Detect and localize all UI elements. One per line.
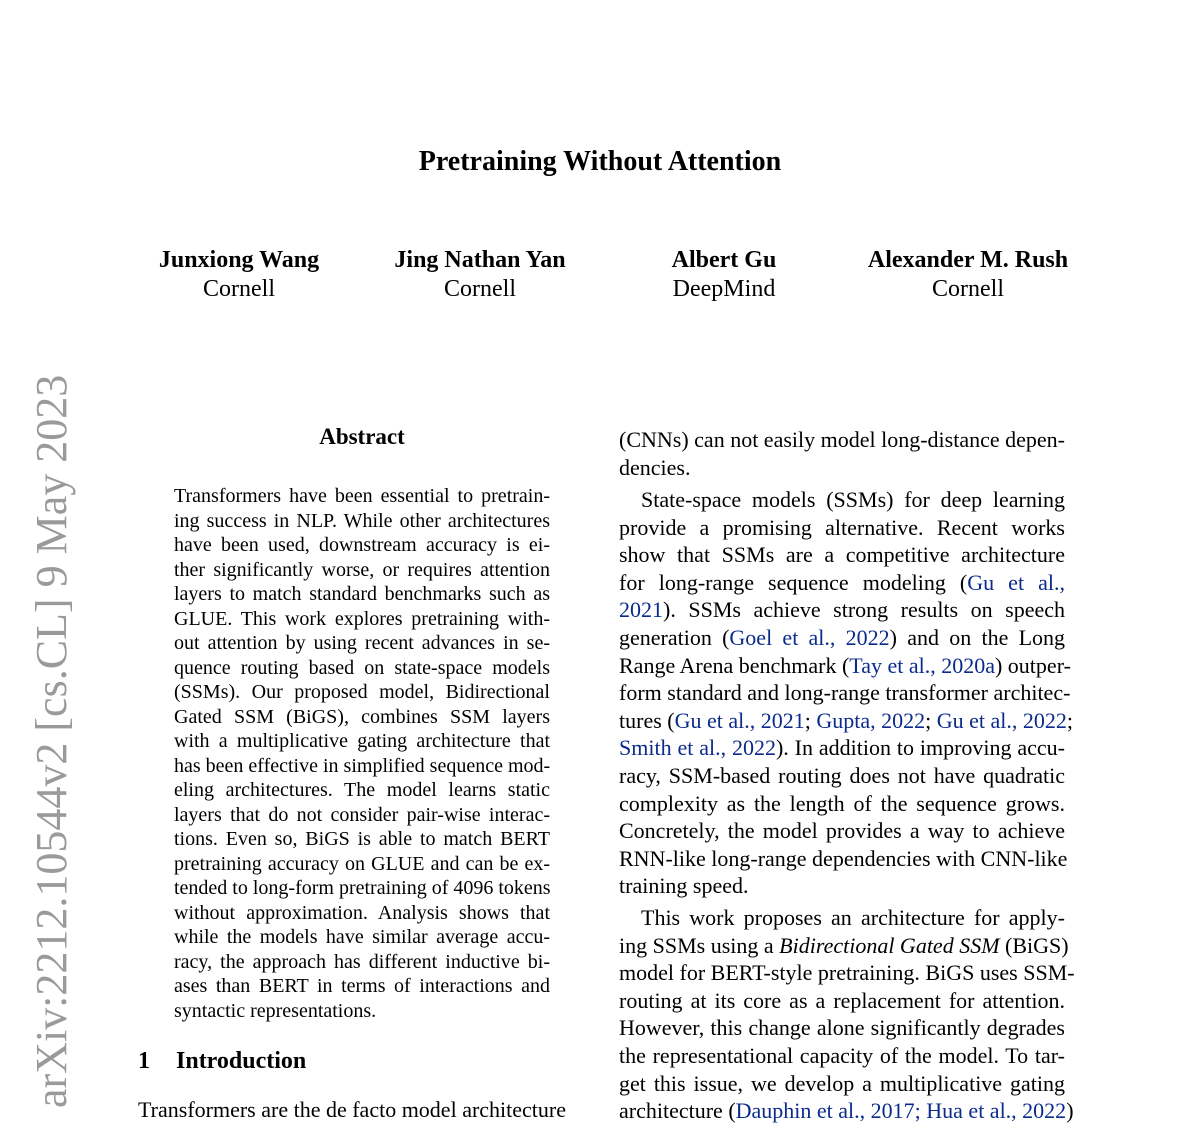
citation-link[interactable]: Goel et al., 2022 — [729, 624, 890, 650]
abstract-line: have been used, downstream accuracy is ei- — [174, 534, 550, 556]
abstract-line: pretraining accuracy on GLUE and can be ex- — [174, 852, 550, 875]
text-line: RNN-like long-range dependencies with CNN-like — [619, 845, 1068, 871]
intro-text: Transformers are the de facto model architecture — [138, 1097, 567, 1122]
author-affiliation: Cornell — [444, 276, 516, 302]
abstract-line: syntactic representations. — [174, 999, 377, 1022]
citation-link[interactable]: Gu et al., 2022 — [936, 707, 1067, 733]
citation-link[interactable]: Smith et al., 2022 — [619, 735, 776, 761]
abstract-line: ing success in NLP. While other architectures — [174, 509, 550, 532]
intro-first-line — [138, 1097, 567, 1122]
text-line: provide a promising alternative. Recent works — [619, 514, 1065, 540]
text-line: However, this change alone significantly degrades — [619, 1015, 1065, 1041]
model-name-emphasis: Bidirectional Gated SSM — [779, 932, 1000, 958]
author-block — [838, 246, 1098, 304]
right-column-paragraph-1 — [619, 426, 1065, 481]
author-block — [594, 246, 854, 304]
citation-link[interactable]: Tay et al., 2020a — [849, 652, 995, 678]
text-line: routing at its core as a replacement for attention. — [619, 987, 1065, 1013]
abstract-line: (SSMs). Our proposed model, Bidirectional — [174, 681, 550, 703]
text-line: dencies. — [619, 454, 691, 480]
abstract-line: Gated SSM (BiGS), combines SSM layers — [174, 705, 550, 728]
text-line: tures (Gu et al., 2021; Gupta, 2022; Gu et al., 2022; — [619, 707, 1074, 733]
right-column-paragraph-3 — [619, 904, 1075, 1124]
author-name: Jing Nathan Yan — [394, 247, 566, 273]
abstract-line: without approximation. Analysis shows that — [174, 901, 550, 924]
paper-title: Pretraining Without Attention — [418, 146, 782, 177]
text-line: generation (Goel et al., 2022) and on the Long — [619, 624, 1066, 650]
author-affiliation: Cornell — [932, 276, 1004, 302]
text-line: show that SSMs are a competitive architecture — [619, 542, 1065, 568]
section-heading-introduction — [138, 1048, 306, 1075]
arxiv-identifier: arXiv:2212.10544v2 [cs.CL] 9 May 2023 — [27, 374, 76, 1108]
abstract-line: ases than BERT in terms of interactions and — [174, 975, 550, 997]
abstract-line: tions. Even so, BiGS is able to match BERT — [174, 828, 550, 850]
author-affiliation: Cornell — [203, 276, 275, 302]
text-line: training speed. — [619, 873, 749, 899]
abstract-line: eling architectures. The model learns static — [174, 779, 550, 801]
abstract-line: racy, the approach has different inductive bi- — [174, 950, 550, 973]
text-line: for long-range sequence modeling (Gu et al., — [619, 569, 1065, 595]
text-line: Concretely, the model provides a way to achieve — [619, 818, 1065, 844]
citation-link[interactable]: Dauphin et al., 2017; Hua et al., 2022 — [735, 1098, 1067, 1124]
abstract-text — [174, 484, 550, 1023]
citation-link[interactable]: Gu et al., — [967, 569, 1065, 595]
author-block — [109, 246, 369, 304]
abstract-line: has been effective in simplified sequence mod- — [174, 754, 551, 777]
abstract-line: ther significantly worse, or requires attention — [174, 558, 550, 581]
text-line: racy, SSM-based routing does not have quadratic — [619, 762, 1065, 788]
text-line: Range Arena benchmark (Tay et al., 2020a) outper- — [619, 652, 1071, 678]
text-line: get this issue, we develop a multiplicative gating — [619, 1070, 1065, 1096]
citation-link[interactable]: 2021 — [619, 597, 663, 623]
abstract-line: out attention by using recent advances in se- — [174, 632, 550, 654]
author-name: Albert Gu — [671, 247, 777, 273]
abstract-heading: Abstract — [319, 424, 405, 449]
abstract-line: layers to match standard benchmarks such as — [174, 583, 550, 605]
text-line: model for BERT-style pretraining. BiGS uses SSM- — [619, 960, 1075, 986]
text-line: the representational capacity of the model. To tar- — [619, 1042, 1065, 1068]
abstract-line: quence routing based on state-space models — [174, 656, 550, 679]
text-line: form standard and long-range transformer architec- — [619, 680, 1071, 706]
abstract-line: layers that do not consider pair-wise interac- — [174, 803, 550, 826]
section-number: 1 — [138, 1048, 150, 1074]
abstract-line: while the models have similar average accu- — [174, 926, 550, 948]
citation-link[interactable]: Gupta, 2022 — [816, 707, 926, 733]
author-name: Junxiong Wang — [158, 247, 320, 273]
author-block — [350, 246, 610, 304]
abstract-line: Transformers have been essential to pretrain- — [174, 485, 550, 507]
abstract-line: with a multiplicative gating architecture that — [174, 730, 550, 752]
text-line: 2021). SSMs achieve strong results on speech — [619, 597, 1065, 623]
section-title: Introduction — [176, 1048, 307, 1074]
author-affiliation: DeepMind — [672, 276, 776, 302]
text-line: Smith et al., 2022). In addition to improving accu- — [619, 735, 1066, 761]
citation-link[interactable]: Gu et al., 2021 — [674, 707, 805, 733]
author-name: Alexander M. Rush — [867, 247, 1069, 273]
text-line: ing SSMs using a Bidirectional Gated SSM (BiGS) — [619, 932, 1069, 958]
text-line: This work proposes an architecture for apply- — [641, 905, 1065, 930]
abstract-line: GLUE. This work explores pretraining with- — [174, 607, 550, 630]
right-column-paragraph-2 — [619, 486, 1074, 900]
text-line: (CNNs) can not easily model long-distance depen- — [619, 427, 1065, 452]
text-line: State-space models (SSMs) for deep learning — [641, 487, 1065, 512]
abstract-line: tended to long-form pretraining of 4096 tokens — [174, 877, 551, 899]
text-line: complexity as the length of the sequence grows. — [619, 790, 1065, 816]
text-line: architecture (Dauphin et al., 2017; Hua et al., 2022) — [619, 1098, 1074, 1124]
